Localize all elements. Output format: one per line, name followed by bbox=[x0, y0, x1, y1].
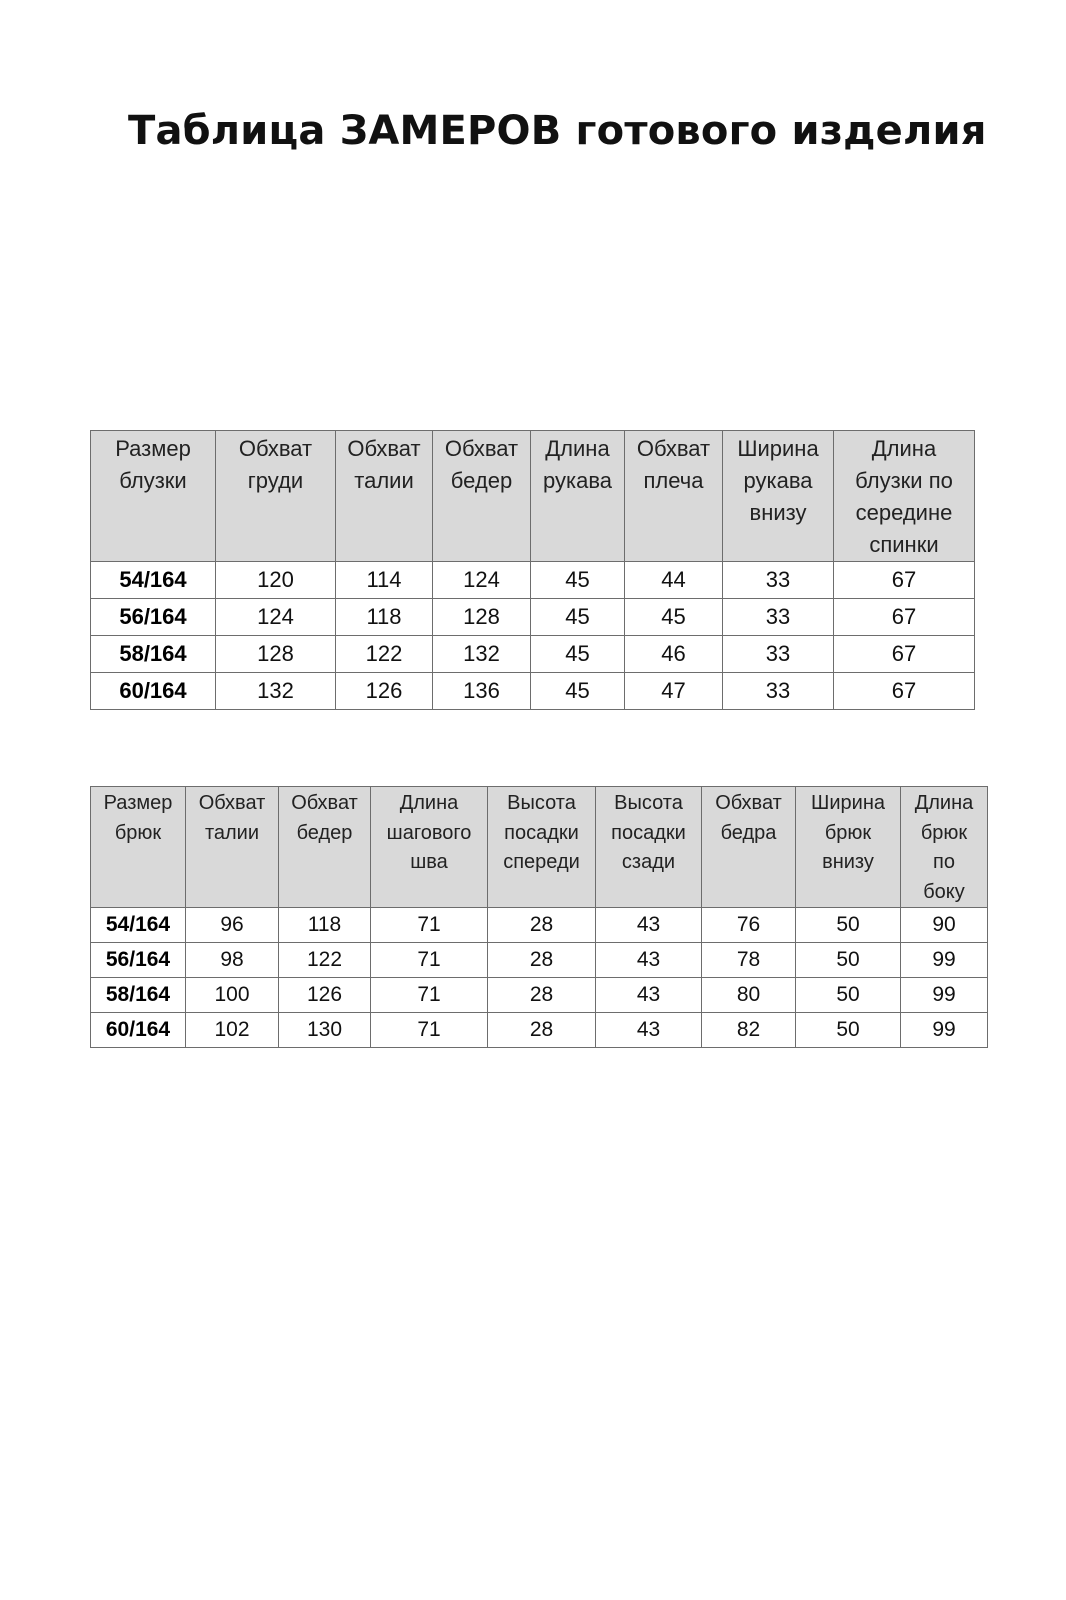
table-cell: 33 bbox=[723, 599, 834, 636]
table-cell: 47 bbox=[625, 673, 723, 710]
size-cell: 60/164 bbox=[91, 1013, 186, 1048]
table-row bbox=[91, 1013, 988, 1048]
column-header: Длина брюк по боку bbox=[901, 787, 988, 908]
table-cell: 98 bbox=[186, 943, 279, 978]
table-cell: 120 bbox=[216, 562, 336, 599]
table-cell: 50 bbox=[796, 908, 901, 943]
table-cell: 99 bbox=[901, 943, 988, 978]
table-cell: 114 bbox=[336, 562, 433, 599]
table-cell: 80 bbox=[702, 978, 796, 1013]
table-cell: 76 bbox=[702, 908, 796, 943]
trousers-measurements-table bbox=[90, 786, 988, 1048]
table-cell: 130 bbox=[279, 1013, 371, 1048]
table-cell: 45 bbox=[625, 599, 723, 636]
table-cell: 100 bbox=[186, 978, 279, 1013]
table-cell: 33 bbox=[723, 562, 834, 599]
column-header: Размер брюк bbox=[91, 787, 186, 908]
column-header: Длина шагового шва bbox=[371, 787, 488, 908]
table-cell: 132 bbox=[216, 673, 336, 710]
table-cell: 28 bbox=[488, 1013, 596, 1048]
table-header-row bbox=[91, 431, 975, 562]
table-cell: 126 bbox=[336, 673, 433, 710]
table-cell: 118 bbox=[279, 908, 371, 943]
column-header: Длина блузки по середине спинки bbox=[834, 431, 975, 562]
table-cell: 78 bbox=[702, 943, 796, 978]
table-cell: 43 bbox=[596, 943, 702, 978]
table-cell: 96 bbox=[186, 908, 279, 943]
size-cell: 54/164 bbox=[91, 908, 186, 943]
table-cell: 122 bbox=[336, 636, 433, 673]
table-cell: 28 bbox=[488, 978, 596, 1013]
table-cell: 46 bbox=[625, 636, 723, 673]
table-cell: 67 bbox=[834, 636, 975, 673]
table-cell: 45 bbox=[531, 562, 625, 599]
column-header: Ширина брюк внизу bbox=[796, 787, 901, 908]
table-cell: 118 bbox=[336, 599, 433, 636]
column-header: Ширина рукава внизу bbox=[723, 431, 834, 562]
table-header-row bbox=[91, 787, 988, 908]
table-cell: 71 bbox=[371, 1013, 488, 1048]
table-row bbox=[91, 562, 975, 599]
table-cell: 28 bbox=[488, 908, 596, 943]
table-row bbox=[91, 943, 988, 978]
table-cell: 43 bbox=[596, 908, 702, 943]
table-cell: 44 bbox=[625, 562, 723, 599]
column-header: Размер блузки bbox=[91, 431, 216, 562]
table-row bbox=[91, 978, 988, 1013]
table-cell: 126 bbox=[279, 978, 371, 1013]
table-row bbox=[91, 908, 988, 943]
column-header: Длина рукава bbox=[531, 431, 625, 562]
table-cell: 28 bbox=[488, 943, 596, 978]
table-cell: 82 bbox=[702, 1013, 796, 1048]
table-cell: 128 bbox=[216, 636, 336, 673]
blouse-measurements-table bbox=[90, 430, 975, 710]
size-cell: 58/164 bbox=[91, 978, 186, 1013]
table-cell: 99 bbox=[901, 1013, 988, 1048]
column-header: Высота посадки спереди bbox=[488, 787, 596, 908]
table-cell: 71 bbox=[371, 978, 488, 1013]
column-header: Обхват талии bbox=[336, 431, 433, 562]
table-cell: 71 bbox=[371, 908, 488, 943]
table-cell: 99 bbox=[901, 978, 988, 1013]
table-cell: 43 bbox=[596, 1013, 702, 1048]
table-cell: 128 bbox=[433, 599, 531, 636]
table-cell: 50 bbox=[796, 1013, 901, 1048]
size-cell: 56/164 bbox=[91, 943, 186, 978]
table-cell: 50 bbox=[796, 943, 901, 978]
table-cell: 45 bbox=[531, 599, 625, 636]
table-row bbox=[91, 673, 975, 710]
column-header: Обхват плеча bbox=[625, 431, 723, 562]
table-row bbox=[91, 599, 975, 636]
table-cell: 45 bbox=[531, 636, 625, 673]
table-cell: 122 bbox=[279, 943, 371, 978]
table-cell: 67 bbox=[834, 599, 975, 636]
column-header: Обхват талии bbox=[186, 787, 279, 908]
size-cell: 58/164 bbox=[91, 636, 216, 673]
table-cell: 43 bbox=[596, 978, 702, 1013]
table-cell: 45 bbox=[531, 673, 625, 710]
column-header: Обхват бедра bbox=[702, 787, 796, 908]
table-cell: 71 bbox=[371, 943, 488, 978]
size-cell: 54/164 bbox=[91, 562, 216, 599]
table-cell: 124 bbox=[216, 599, 336, 636]
table-cell: 102 bbox=[186, 1013, 279, 1048]
size-cell: 60/164 bbox=[91, 673, 216, 710]
table-cell: 136 bbox=[433, 673, 531, 710]
column-header: Высота посадки сзади bbox=[596, 787, 702, 908]
table-cell: 33 bbox=[723, 636, 834, 673]
size-cell: 56/164 bbox=[91, 599, 216, 636]
column-header: Обхват бедер bbox=[433, 431, 531, 562]
table-cell: 90 bbox=[901, 908, 988, 943]
column-header: Обхват бедер bbox=[279, 787, 371, 908]
table-cell: 33 bbox=[723, 673, 834, 710]
column-header: Обхват груди bbox=[216, 431, 336, 562]
table-cell: 132 bbox=[433, 636, 531, 673]
table-cell: 50 bbox=[796, 978, 901, 1013]
table-cell: 124 bbox=[433, 562, 531, 599]
table-cell: 67 bbox=[834, 673, 975, 710]
table-row bbox=[91, 636, 975, 673]
page-title: Таблица ЗАМЕРОВ готового изделия bbox=[128, 108, 987, 154]
table-cell: 67 bbox=[834, 562, 975, 599]
